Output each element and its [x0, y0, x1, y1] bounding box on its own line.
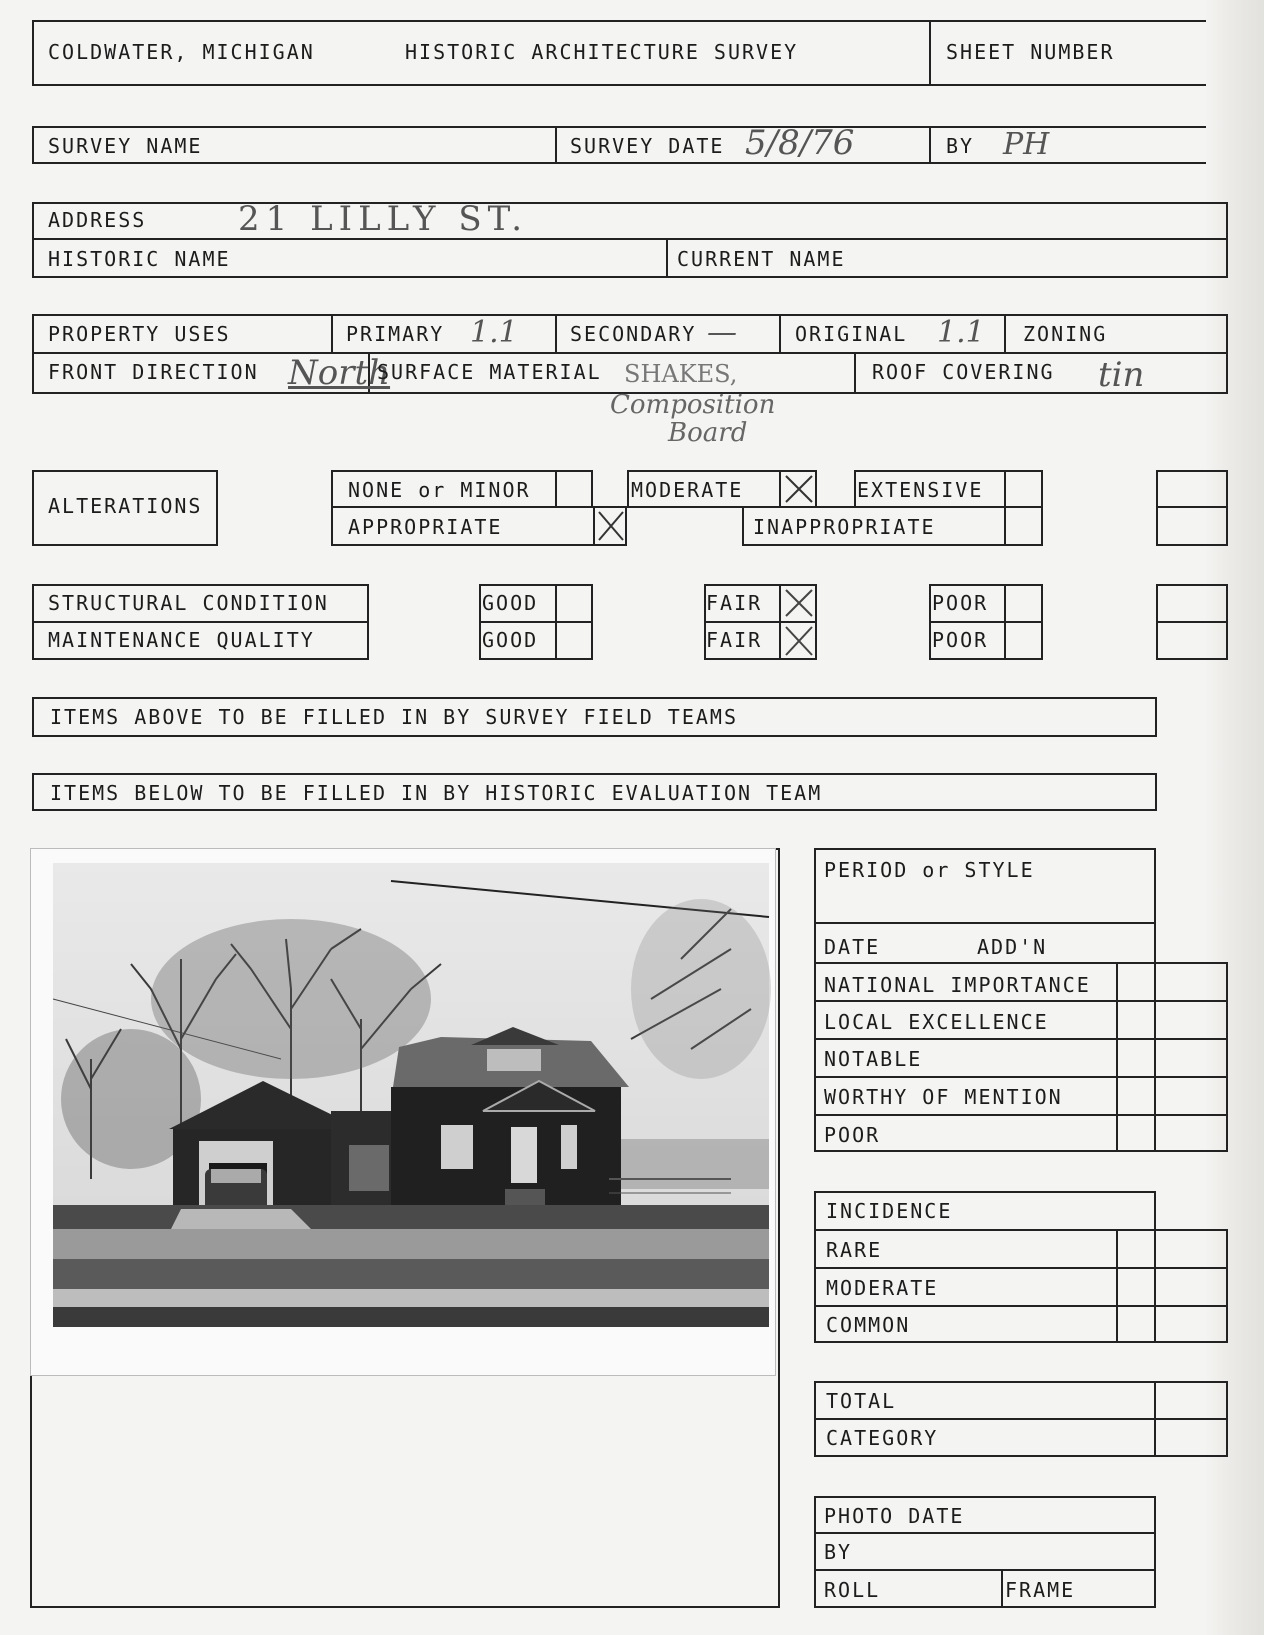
property-divider-2: [555, 314, 557, 352]
structural-fair-label: FAIR: [706, 591, 763, 615]
property-divider-3: [779, 314, 781, 352]
survey-by-value: PH: [1003, 127, 1050, 162]
surface-material-value-1: SHAKES,: [624, 360, 738, 388]
maintenance-good-label: GOOD: [482, 628, 539, 652]
structural-condition-label: STRUCTURAL CONDITION: [48, 591, 329, 615]
photo-by-label: BY: [824, 1540, 853, 1564]
survey-divider-2: [929, 126, 931, 164]
current-name-label: CURRENT NAME: [677, 247, 846, 271]
incidence-label: INCIDENCE: [826, 1199, 953, 1223]
local-excellence-label: LOCAL EXCELLENCE: [824, 1010, 1049, 1034]
sheet-number-label: SHEET NUMBER: [946, 40, 1115, 64]
moderate-label: MODERATE: [631, 478, 744, 502]
inappropriate-check-divider: [1004, 506, 1006, 546]
photo-date-label: PHOTO DATE: [824, 1504, 965, 1528]
primary-label: PRIMARY: [346, 322, 445, 346]
header-city: COLDWATER, MICHIGAN: [48, 40, 315, 64]
eval-row-line-3: [814, 1076, 1228, 1078]
front-direction-label: FRONT DIRECTION: [48, 360, 259, 384]
maintenance-fair-label: FAIR: [706, 628, 763, 652]
incidence-row-line-1: [814, 1267, 1228, 1269]
front-direction-value: North: [288, 353, 391, 393]
alterations-label: ALTERATIONS: [48, 494, 203, 518]
address-value: 21 LILLY ST.: [238, 199, 529, 239]
rare-label: RARE: [826, 1238, 883, 1262]
evaluation-score-divider: [1154, 962, 1156, 1152]
survey-by-label: BY: [946, 134, 975, 158]
property-divider: [32, 352, 1228, 354]
extensive-label: EXTENSIVE: [857, 478, 984, 502]
secondary-value: —: [707, 315, 737, 350]
survey-name-label: SURVEY NAME: [48, 134, 203, 158]
property-divider-4: [1004, 314, 1006, 352]
eval-row-line-2: [814, 1038, 1228, 1040]
notable-label: NOTABLE: [824, 1047, 923, 1071]
incidence-moderate-label: MODERATE: [826, 1276, 939, 1300]
address-divider: [32, 238, 1228, 240]
condition-score-divider: [1156, 621, 1228, 623]
alterations-score-box: [1156, 470, 1228, 546]
roll-label: ROLL: [824, 1578, 881, 1602]
survey-date-label: SURVEY DATE: [570, 134, 725, 158]
photo-info-roll-divider: [1001, 1569, 1003, 1608]
period-style-label: PERIOD or STYLE: [824, 858, 1035, 882]
surface-material-value-2: Composition: [610, 390, 776, 420]
zoning-label: ZONING: [1023, 322, 1108, 346]
original-value: 1.1: [937, 315, 985, 350]
header-survey-title: HISTORIC ARCHITECTURE SURVEY: [405, 40, 799, 64]
structural-good-label: GOOD: [482, 591, 539, 615]
condition-label-divider: [32, 621, 369, 623]
maintenance-quality-label: MAINTENANCE QUALITY: [48, 628, 315, 652]
property-divider-1: [331, 314, 333, 352]
appropriate-check-icon: [595, 508, 627, 544]
surface-material-value-3: Board: [668, 418, 748, 448]
structural-fair-check-icon: [782, 586, 816, 620]
surface-material-label: SURFACE MATERIAL: [377, 360, 602, 384]
roof-covering-label: ROOF COVERING: [872, 360, 1055, 384]
poor-divider: [929, 621, 1043, 623]
inappropriate-label: INAPPROPRIATE: [753, 515, 936, 539]
evaluation-team-note: ITEMS BELOW TO BE FILLED IN BY HISTORIC EVALUATION TEAM: [50, 781, 823, 805]
worthy-of-mention-label: WORTHY OF MENTION: [824, 1085, 1063, 1109]
photo-info-divider-1: [814, 1532, 1156, 1534]
address-label: ADDRESS: [48, 208, 147, 232]
good-check-divider: [555, 584, 557, 660]
date-label: DATE: [824, 935, 881, 959]
incidence-row-line-2: [814, 1305, 1228, 1307]
survey-date-value: 5/8/76: [745, 123, 855, 163]
alterations-score-divider: [1156, 506, 1228, 508]
moderate-check-divider: [779, 470, 781, 508]
none-minor-label: NONE or MINOR: [348, 478, 531, 502]
extensive-check-divider: [1004, 470, 1006, 508]
property-divider-6: [854, 352, 856, 394]
secondary-label: SECONDARY: [570, 322, 697, 346]
fair-check-divider: [779, 584, 781, 660]
totals-score-divider: [1154, 1381, 1156, 1457]
field-teams-note: ITEMS ABOVE TO BE FILLED IN BY SURVEY FIELD TEAMS: [50, 705, 739, 729]
category-label: CATEGORY: [826, 1426, 939, 1450]
incidence-row-line-0: [814, 1229, 1228, 1231]
appropriate-label: APPROPRIATE: [348, 515, 503, 539]
evaluation-label-divider: [1116, 962, 1118, 1152]
moderate-check-icon: [782, 472, 816, 506]
property-uses-label: PROPERTY USES: [48, 322, 231, 346]
poor-check-divider: [1004, 584, 1006, 660]
structural-poor-label: POOR: [932, 591, 989, 615]
incidence-score-divider: [1154, 1229, 1156, 1343]
primary-value: 1.1: [470, 315, 518, 350]
none-minor-check-divider: [555, 470, 557, 508]
frame-label: FRAME: [1005, 1578, 1076, 1602]
common-label: COMMON: [826, 1313, 911, 1337]
evaluation-score-column: [1116, 962, 1228, 1152]
historic-name-label: HISTORIC NAME: [48, 247, 231, 271]
photo-info-divider-2: [814, 1569, 1156, 1571]
roof-covering-value: tin: [1098, 355, 1145, 395]
header-divider: [929, 20, 931, 86]
good-divider: [479, 621, 593, 623]
eval-row-line-4: [814, 1114, 1228, 1116]
poor-eval-label: POOR: [824, 1123, 881, 1147]
eval-row-line-0: [814, 962, 1228, 964]
national-importance-label: NATIONAL IMPORTANCE: [824, 973, 1091, 997]
incidence-score-column: [1116, 1229, 1228, 1343]
original-label: ORIGINAL: [795, 322, 908, 346]
total-label: TOTAL: [826, 1389, 897, 1413]
eval-row-line-1: [814, 1000, 1228, 1002]
survey-divider-1: [555, 126, 557, 164]
totals-divider: [814, 1418, 1228, 1420]
address-name-divider: [666, 238, 668, 278]
maintenance-fair-check-icon: [782, 623, 816, 659]
maintenance-poor-label: POOR: [932, 628, 989, 652]
addn-label: ADD'N: [977, 935, 1048, 959]
house-photo: [30, 848, 776, 1376]
